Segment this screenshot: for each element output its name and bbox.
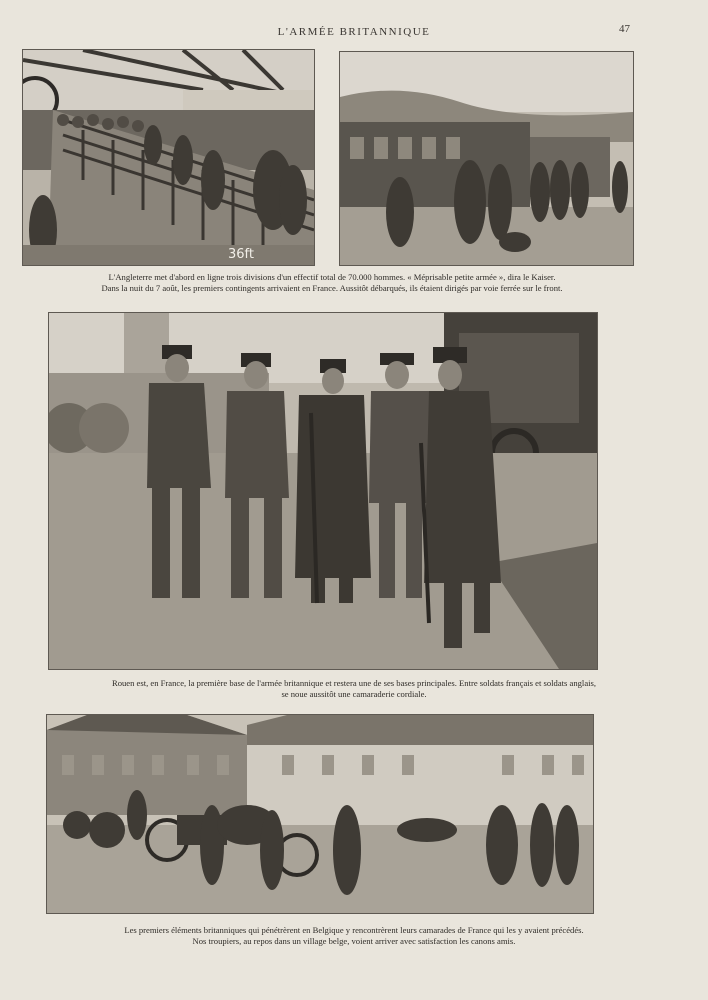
railway-photo-image — [340, 52, 633, 265]
caption-middle-line2: se noue aussitôt une camaraderie cordiale. — [281, 689, 427, 699]
page-number: 47 — [619, 23, 630, 35]
belgian-village-photo-image — [47, 715, 593, 913]
caption-middle-line1: Rouen est, en France, la première base de l'armée britannique et restera une de ses bases principales. Entre soldats français et soldats anglais, — [111, 678, 597, 688]
photo-railway-station — [339, 51, 634, 266]
caption-top-line1: L'Angleterre met d'abord en ligne trois divisions d'un effectif total de 70.000 hommes. « Méprisable petite armée », dira le Kaiser. — [108, 272, 556, 282]
disembarking-photo-image — [23, 50, 314, 265]
photo-belgian-village — [46, 714, 594, 914]
caption-top-line2: Dans la nuit du 7 août, les premiers contingents arrivaient en France. Aussitôt débarqués, ils étaient dirigés par voie ferrée sur le front. — [101, 283, 563, 293]
caption-bottom-line1: Les premiers éléments britanniques qui pénétrèrent en Belgique y rencontrèrent leurs camarades de France qui les y avaient précédés. — [124, 925, 584, 935]
gangway-marking: 36ft — [228, 247, 254, 262]
rouen-photo-image — [49, 313, 597, 669]
photo-soldiers-rouen — [48, 312, 598, 670]
running-title: L'ARMÉE BRITANNIQUE — [277, 26, 431, 38]
caption-bottom-line2: Nos troupiers, au repos dans un village belge, voient arriver avec satisfaction les canons amis. — [192, 936, 516, 946]
photo-troops-disembarking — [22, 49, 315, 266]
